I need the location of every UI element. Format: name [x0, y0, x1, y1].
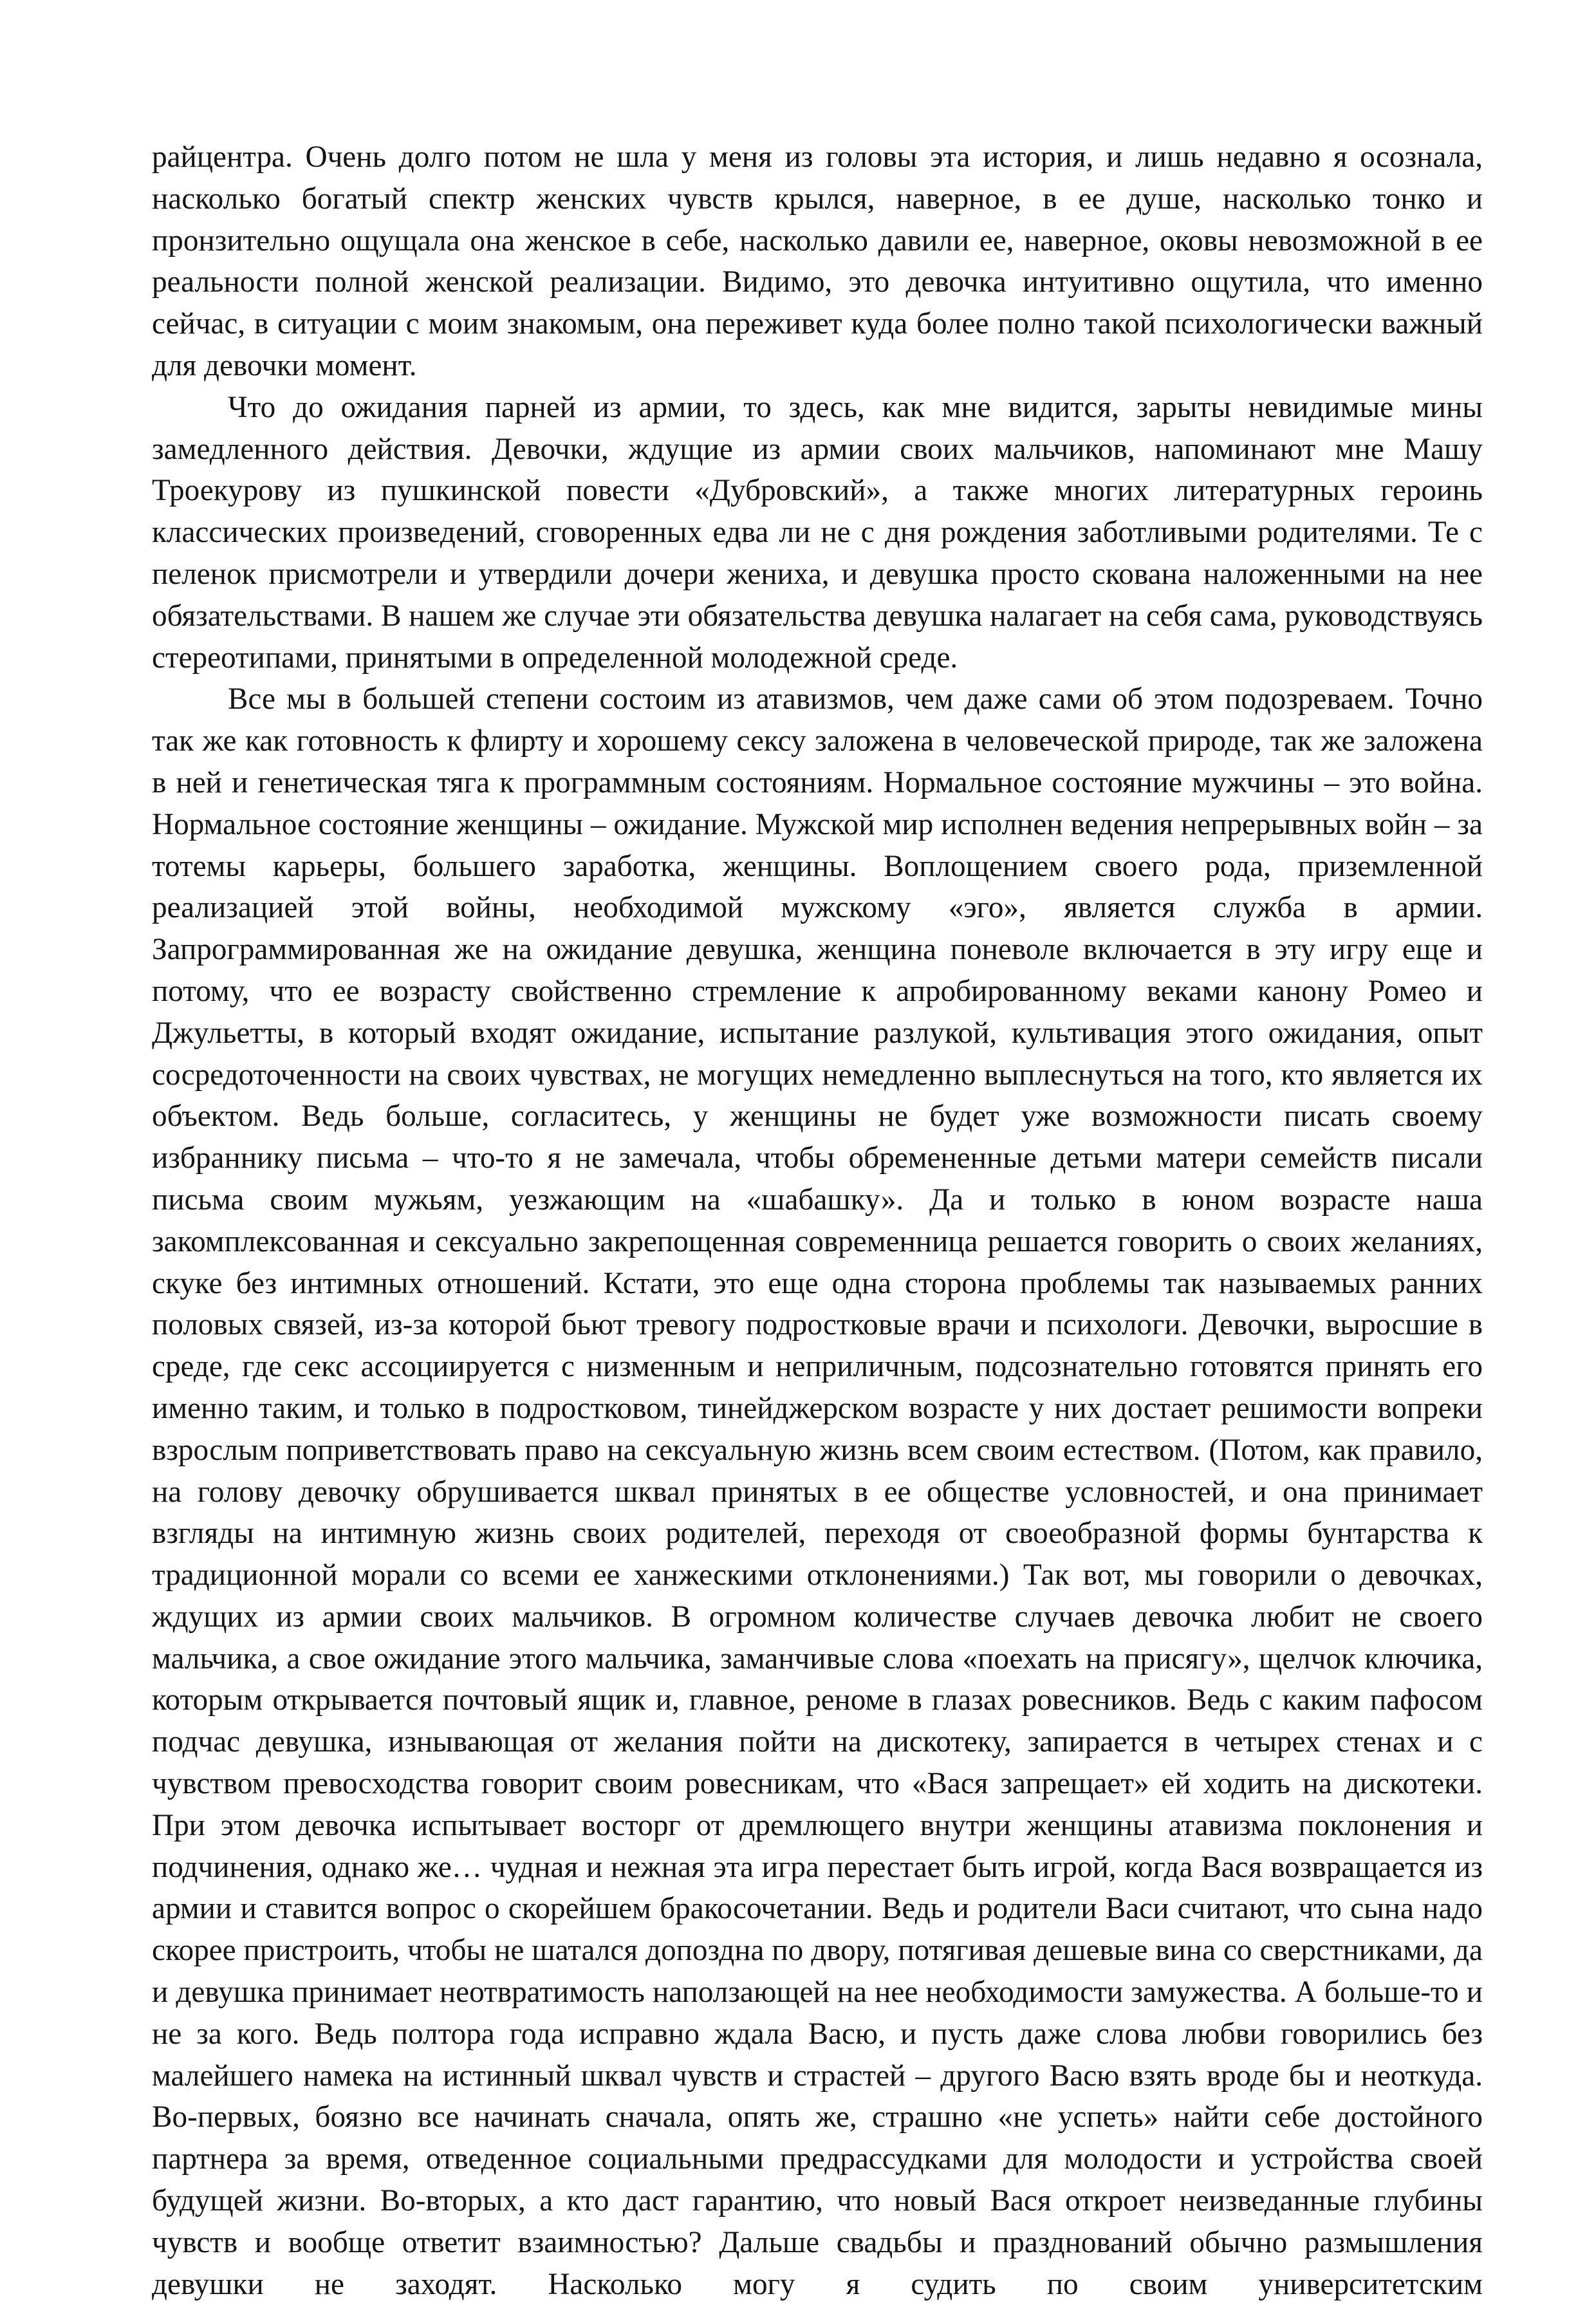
paragraph-2: Что до ожидания парней из армии, то здесь, как мне видится, зарыты невидимые мины замедленного действия. Девочки, ждущие из армии своих мальчиков, напоминают мне Машу Троекурову из пушкинской повести «Дубровский», а также многих литературных героинь классических произведений, сговоренных едва ли не с дня рождения заботливыми родителями. Те с пеленок присмотрели и утвердили дочери жениха, и девушка просто скована наложенными на нее обязательствами. В нашем же случае эти обязательства девушка налагает на себя сама, руководствуясь стереотипами, принятыми в определенной молодежной среде. — [152, 390, 1483, 675]
paragraph-3: Все мы в большей степени состоим из атавизмов, чем даже сами об этом подозреваем. Точно так же как готовность к флирту и хорошему сексу заложена в человеческой природе, так же заложена в ней и генетическая тяга к программным состояниям. Нормальное состояние мужчины – это война. Нормальное состояние женщины – ожидание. Мужской мир исполнен ведения непрерывных войн – за тотемы карьеры, большего заработка, женщины. Воплощением своего рода, приземленной реализацией этой войны, необходимой мужскому «эго», является служба в армии. Запрограммированная же на ожидание девушка, женщина поневоле включается в эту игру еще и потому, что ее возрасту свойственно стремление к апробированному веками канону Ромео и Джульетты, в который входят ожидание, испытание разлукой, культивация этого ожидания, опыт сосредоточенности на своих чувствах, не могущих немедленно выплеснуться на того, кто является их объектом. Ведь больше, согласитесь, у женщины не будет уже возможности писать своему избраннику письма – что-то я не замечала, чтобы обремененные детьми матери семейств писали письма своим мужьям, уезжающим на «шабашку». Да и только в юном возрасте наша закомплексованная и сексуально закрепощенная современница решается говорить о своих желаниях, скуке без интимных отношений. Кстати, это еще одна сторона проблемы так называемых ранних половых связей, из-за которой бьют тревогу подростковые врачи и психологи. Девочки, выросшие в среде, где секс ассоциируется с низменным и неприличным, подсознательно готовятся принять его именно таким, и только в подростковом, тинейджерском возрасте у них достает решимости вопреки взрослым поприветствовать право на сексуальную жизнь всем своим естеством. (Потом, как правило, на голову девочку обрушивается шквал принятых в ее обществе условностей, и она принимает взгляды на интимную жизнь своих родителей, переходя от своеобразной формы бунтарства к традиционной морали со всеми ее ханжескими отклонениями.) Так вот, мы говорили о девочках, ждущих из армии своих мальчиков. В огромном количестве случаев девочка любит не своего мальчика, а свое ожидание этого мальчика, заманчивые слова «поехать на присягу», щелчок ключика, которым открывается почтовый ящик и, главное, реноме в глазах ровесников. Ведь с каким пафосом подчас девушка, изнывающая от желания пойти на дискотеку, запирается в четырех стенах и с чувством превосходства говорит своим ровесникам, что «Вася запрещает» ей ходить на дискотеки. При этом девочка испытывает восторг от дремлющего внутри женщины атавизма поклонения и подчинения, однако же… чудная и нежная эта игра перестает быть игрой, когда Вася возвращается из армии и ставится вопрос о скорейшем бракосочетании. Ведь и родители Васи считают, что сына надо скорее пристроить, чтобы не шатался допоздна по двору, потягивая дешевые вина со сверстниками, да и девушка принимает неотвратимость наползающей на нее необходимости замужества. А больше-то и не за кого. Ведь полтора года исправно ждала Васю, и пусть даже слова любви говорились без малейшего намека на истинный шквал чувств и страстей – другого Васю взять вроде бы и неоткуда. Во-первых, боязно все начинать сначала, опять же, страшно «не успеть» найти себе достойного партнера за время, отведенное социальными предрассудками для молодости и устройства своей будущей жизни. Во-вторых, а кто даст гарантию, что новый Вася откроет неизведанные глубины чувств и вообще ответит взаимностью? Дальше свадьбы и празднований обычно размышления девушки не заходят. Насколько могу я судить по своим университетским — [152, 682, 1483, 2301]
page-body — [152, 136, 1483, 2305]
paragraph-1: райцентра. Очень долго потом не шла у меня из головы эта история, и лишь недавно я осознала, насколько богатый спектр женских чувств крылся, наверное, в ее душе, насколько тонко и пронзительно ощущала она женское в себе, насколько давили ее, наверное, оковы невозможной в ее реальности полной женской реализации. Видимо, это девочка интуитивно ощутила, что именно сейчас, в ситуации с моим знакомым, она переживет куда более полно такой психологически важный для девочки момент. — [152, 140, 1483, 382]
